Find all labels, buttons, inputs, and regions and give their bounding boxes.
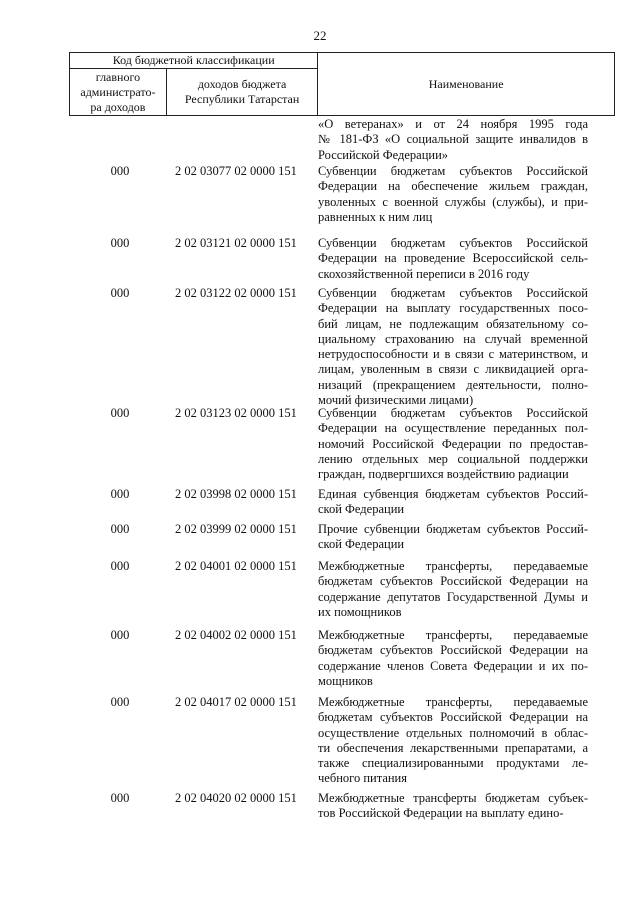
revenue-code: 2 02 03998 02 0000 151 — [175, 487, 297, 501]
admin-code: 000 — [110, 406, 130, 420]
header-revenue-line: Республики Татарстан — [184, 92, 300, 106]
header-revenue-line: доходов бюджета — [197, 77, 287, 91]
name-line: тов Российской Федерации на выплату едино- — [318, 806, 564, 821]
revenue-code: 2 02 03077 02 0000 151 — [175, 164, 297, 178]
revenue-code: 2 02 04001 02 0000 151 — [175, 559, 297, 573]
name-line: лицам, уволенным в связи с ликвидацией орга- — [318, 362, 588, 377]
name-line: Единая субвенция бюджетам субъектов Россий- — [318, 487, 588, 501]
revenue-code: 2 02 04002 02 0000 151 — [175, 628, 297, 642]
name-line: уволенных с военной службы (службы), и при- — [318, 194, 588, 209]
revenue-name — [318, 791, 588, 822]
name-line: Федерации на обеспечение жильем граждан, — [318, 179, 588, 194]
name-line: Федерации на проведение Всероссийской сель- — [318, 251, 588, 266]
revenue-code: 2 02 03121 02 0000 151 — [175, 236, 297, 250]
admin-code: 000 — [110, 164, 130, 178]
admin-code: 000 — [110, 559, 130, 573]
name-line: Прочие субвенции бюджетам субъектов Россий- — [318, 522, 588, 536]
name-line: скохозяйственной переписи в 2016 году — [318, 266, 530, 281]
page-number: 22 — [313, 28, 327, 43]
name-line: бюджетам субъектов Российской Федерации на — [318, 643, 588, 658]
name-line: номочий Российской Федерации по предостав- — [318, 436, 588, 451]
name-line: ской Федерации — [318, 537, 405, 552]
header-admin-line: администрато- — [80, 84, 156, 99]
name-line: чебного питания — [318, 771, 407, 786]
revenue-name — [318, 559, 588, 620]
classification-table-header — [69, 52, 615, 116]
admin-code: 000 — [110, 695, 130, 709]
name-line: Российской Федерации» — [318, 147, 449, 162]
name-line: также специализированными продуктами ле- — [318, 756, 588, 771]
header-group-title: Код бюджетной классификации — [70, 53, 318, 69]
table-row — [0, 522, 640, 559]
revenue-code: 2 02 03123 02 0000 151 — [175, 406, 297, 420]
name-line: Федерации на осуществление переданных пол- — [318, 421, 588, 436]
name-line: лению отдельных мер социальной поддержки — [318, 451, 588, 466]
admin-code: 000 — [110, 791, 130, 805]
name-line: бюджетам субъектов Российской Федерации на — [318, 710, 588, 725]
header-revenue-column — [166, 69, 317, 116]
name-line: осуществление отдельных полномочий в облас- — [318, 725, 588, 740]
table-row — [0, 117, 640, 164]
name-line: бюджетам субъектов Российской Федерации на — [318, 574, 588, 589]
name-line: мощников — [318, 673, 373, 688]
admin-code: 000 — [110, 628, 130, 642]
table-row — [0, 791, 640, 823]
revenue-code: 2 02 03999 02 0000 151 — [175, 522, 297, 536]
revenue-name — [318, 695, 588, 787]
name-line: циальному страхованию на случай временной — [318, 331, 588, 346]
table-row — [0, 406, 640, 487]
name-line: бий лицам, не подлежащим обязательному со- — [318, 316, 588, 331]
name-line: Межбюджетные трансферты, передаваемые — [318, 628, 588, 642]
table-row — [0, 559, 640, 628]
name-line: низаций (прекращением деятельности, полно- — [318, 377, 588, 392]
name-line: Межбюджетные трансферты бюджетам субъек- — [318, 791, 588, 805]
revenue-name — [318, 236, 588, 282]
admin-code: 000 — [110, 286, 130, 300]
name-line: ской Федерации — [318, 502, 405, 517]
name-line: их помощников — [318, 604, 402, 619]
revenue-code: 2 02 04020 02 0000 151 — [175, 791, 297, 805]
revenue-name — [318, 164, 588, 225]
name-line: нетрудоспособности и в связи с материнством, и — [318, 347, 588, 362]
table-row — [0, 628, 640, 695]
name-line: граждан, подвергшихся воздействию радиации — [318, 467, 569, 482]
table-row — [0, 164, 640, 236]
revenue-name — [318, 406, 588, 482]
header-admin-line: главного — [95, 69, 141, 84]
name-line: Субвенции бюджетам субъектов Российской — [318, 406, 588, 420]
header-admin-line: ра доходов — [90, 99, 146, 114]
name-line: Субвенции бюджетам субъектов Российской — [318, 236, 588, 250]
admin-code: 000 — [110, 487, 130, 501]
name-line: Субвенции бюджетам субъектов Российской — [318, 164, 588, 178]
table-row — [0, 695, 640, 791]
name-line: «О ветеранах» и от 24 ноября 1995 года — [318, 117, 588, 131]
table-row — [0, 236, 640, 286]
name-line: равненных к ним лиц — [318, 209, 433, 224]
revenue-name — [318, 628, 588, 689]
revenue-name — [318, 117, 588, 163]
table-row — [0, 286, 640, 406]
classification-rows — [0, 117, 640, 823]
revenue-name — [318, 487, 588, 518]
header-admin-column — [70, 69, 167, 116]
name-line: мочий физическими лицами) — [318, 393, 474, 408]
name-line: № 181-ФЗ «О социальной защите инвалидов в — [318, 132, 588, 147]
revenue-name — [318, 522, 588, 553]
admin-code: 000 — [110, 522, 130, 536]
name-line: ти обеспечения лекарственными препаратами, а — [318, 740, 588, 755]
revenue-code: 2 02 03122 02 0000 151 — [175, 286, 297, 300]
revenue-name — [318, 286, 588, 408]
table-row — [0, 487, 640, 522]
name-line: Субвенции бюджетам субъектов Российской — [318, 286, 588, 300]
header-name-column: Наименование — [318, 53, 615, 116]
name-line: содержание членов Совета Федерации и их по- — [318, 658, 588, 673]
revenue-code: 2 02 04017 02 0000 151 — [175, 695, 297, 709]
name-line: содержание депутатов Государственной Думы и — [318, 589, 588, 604]
name-line: Федерации на выплату государственных посо- — [318, 301, 588, 316]
admin-code: 000 — [110, 236, 130, 250]
name-line: Межбюджетные трансферты, передаваемые — [318, 559, 588, 573]
name-line: Межбюджетные трансферты, передаваемые — [318, 695, 588, 709]
